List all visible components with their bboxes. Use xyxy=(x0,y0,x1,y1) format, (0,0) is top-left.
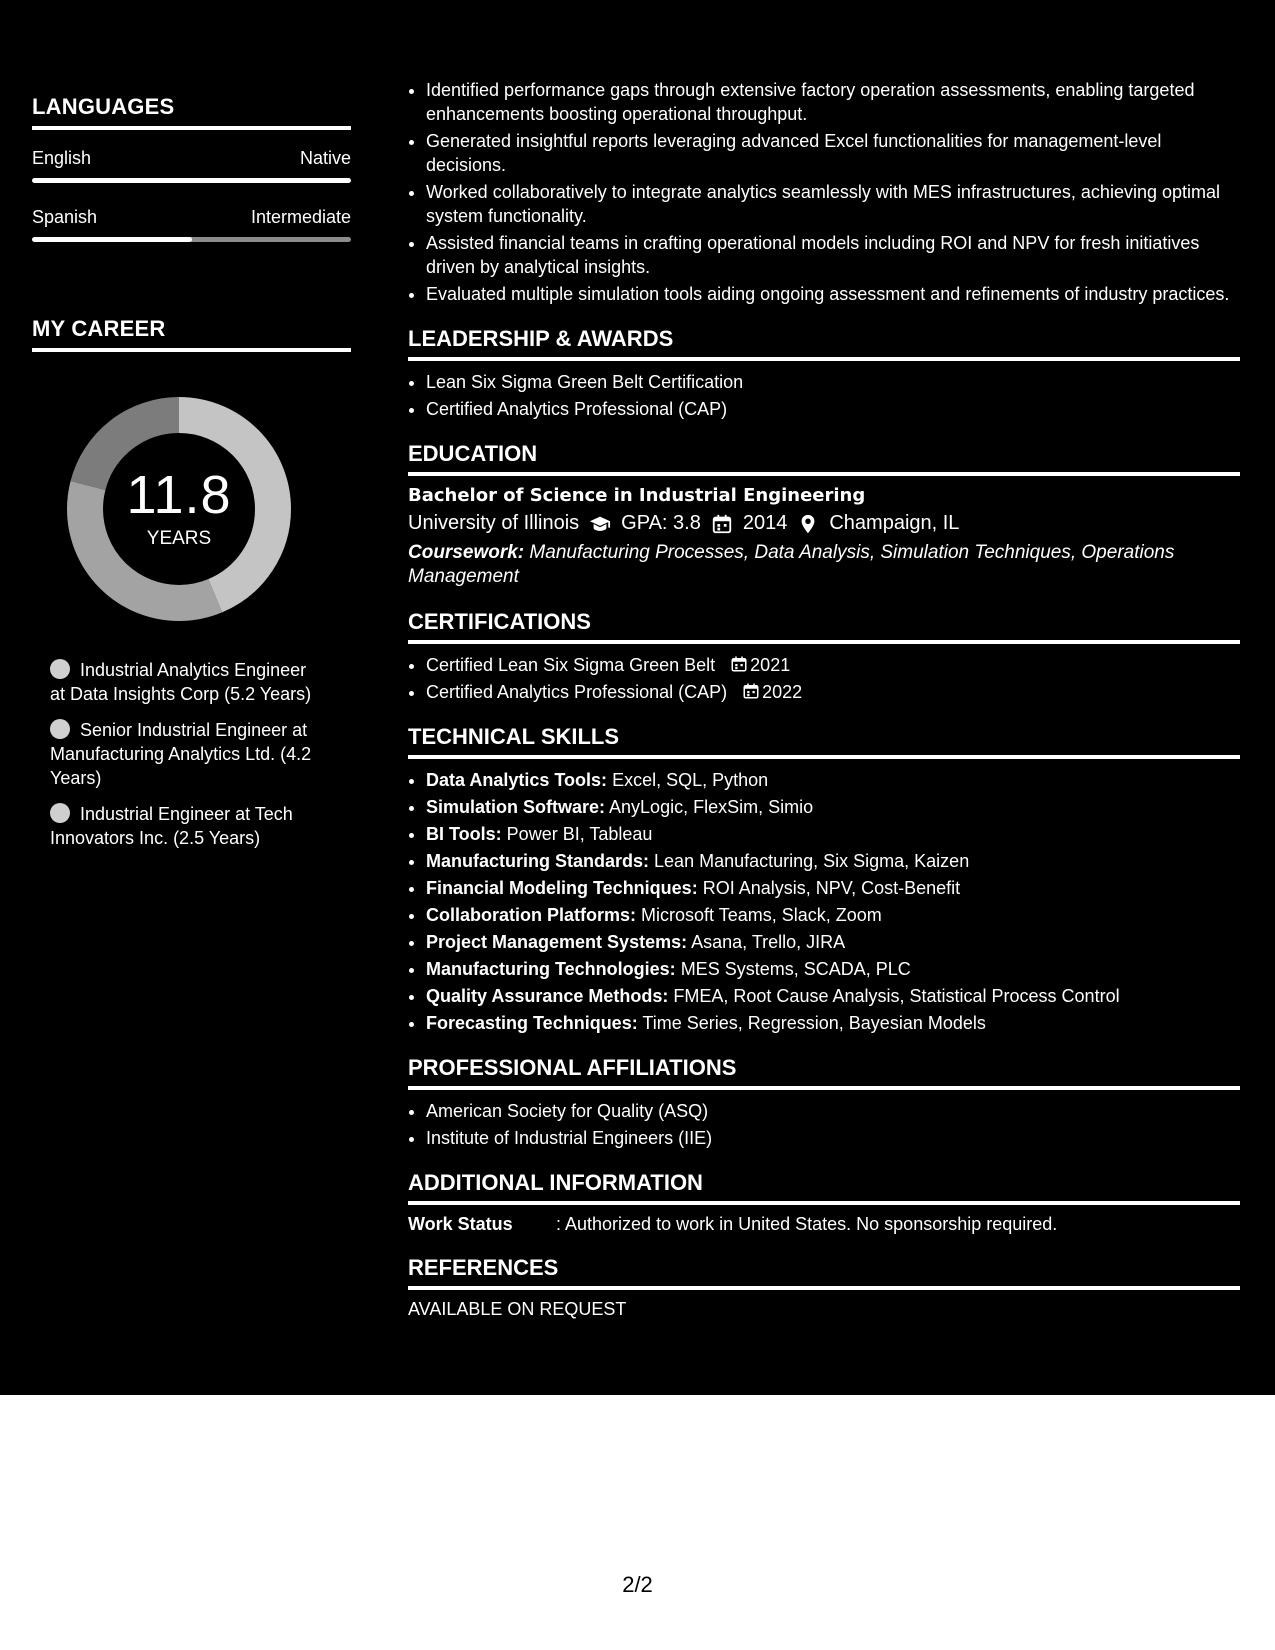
experience-bullet: • Generated insightful reports leveraging advanced Excel functionalities for management-level decisions. xyxy=(426,129,1240,177)
map-pin-icon xyxy=(797,513,819,535)
skill-item: • Simulation Software: AnyLogic, FlexSim, Simio xyxy=(426,795,1240,819)
education-school: University of Illinois xyxy=(408,512,580,534)
certifications-list xyxy=(408,653,1240,704)
language-level-bar xyxy=(32,237,351,242)
education-gpa: GPA: 3.8 xyxy=(621,512,701,534)
skill-item: • Financial Modeling Techniques: ROI Analysis, NPV, Cost-Benefit xyxy=(426,876,1240,900)
main-content xyxy=(408,78,1240,1320)
leadership-item: • Lean Six Sigma Green Belt Certification xyxy=(426,370,1240,394)
education-location: Champaign, IL xyxy=(829,512,960,534)
language-level-fill xyxy=(32,178,351,183)
certification-item: • Certified Lean Six Sigma Green Belt 2021 xyxy=(426,653,1240,677)
skill-item: • Forecasting Techniques: Time Series, Regression, Bayesian Models xyxy=(426,1011,1240,1035)
certification-item: • Certified Analytics Professional (CAP) 2022 xyxy=(426,680,1240,704)
affiliations-list xyxy=(408,1099,1240,1150)
language-item xyxy=(32,207,351,242)
skills-title: TECHNICAL SKILLS xyxy=(408,724,1240,759)
career-list xyxy=(50,658,320,850)
references-title: REFERENCES xyxy=(408,1255,1240,1290)
experience-bullet: • Identified performance gaps through extensive factory operation assessments, enabling targeted enhancements boosting operational throughput. xyxy=(426,78,1240,126)
certifications-title: CERTIFICATIONS xyxy=(408,609,1240,644)
coursework-label: Coursework: xyxy=(408,542,525,563)
additional-info-title: ADDITIONAL INFORMATION xyxy=(408,1170,1240,1205)
education-year: 2014 xyxy=(742,512,788,534)
skill-item: • BI Tools: Power BI, Tableau xyxy=(426,822,1240,846)
career-item: Senior Industrial Engineer at Manufacturing Analytics Ltd. (4.2 Years) xyxy=(50,720,312,788)
affiliation-item: • Institute of Industrial Engineers (IIE) xyxy=(426,1126,1240,1150)
affiliations-title: PROFESSIONAL AFFILIATIONS xyxy=(408,1055,1240,1090)
education-degree: Bachelor of Science in Industrial Engineering xyxy=(408,485,866,506)
work-status-key: Work Status xyxy=(408,1214,513,1234)
experience-bullet: • Assisted financial teams in crafting operational models including ROI and NPV for fresh initiatives driven by analytical insights. xyxy=(426,231,1240,279)
references-text: AVAILABLE ON REQUEST xyxy=(408,1299,627,1319)
education-meta xyxy=(408,512,1240,535)
skill-item: • Collaboration Platforms: Microsoft Teams, Slack, Zoom xyxy=(426,903,1240,927)
experience-bullet: • Evaluated multiple simulation tools aiding ongoing assessment and refinements of industry practices. xyxy=(426,282,1240,306)
education-coursework xyxy=(408,541,1240,589)
language-item xyxy=(32,148,351,183)
calendar-icon xyxy=(730,655,748,673)
bullet-dot-icon xyxy=(50,803,70,823)
skills-list xyxy=(408,768,1240,1035)
bullet-dot-icon xyxy=(50,659,70,679)
leadership-list xyxy=(408,370,1240,421)
coursework-list: Manufacturing Processes, Data Analysis, Simulation Techniques, Operations Management xyxy=(408,542,1175,587)
calendar-icon xyxy=(711,513,733,535)
career-item: Industrial Engineer at Tech Innovators Inc. (2.5 Years) xyxy=(50,804,293,848)
education-title: EDUCATION xyxy=(408,441,1240,476)
graduation-cap-icon xyxy=(589,513,611,535)
work-status-row xyxy=(408,1214,1240,1235)
experience-bullet: • Worked collaboratively to integrate analytics seamlessly with MES infrastructures, achieving optimal system functionality. xyxy=(426,180,1240,228)
career-years-unit: YEARS xyxy=(146,528,212,549)
language-name: Spanish xyxy=(32,207,98,227)
language-level-bar xyxy=(32,178,351,183)
skill-item: • Quality Assurance Methods: FMEA, Root Cause Analysis, Statistical Process Control xyxy=(426,984,1240,1008)
language-level: Native xyxy=(299,148,351,168)
leadership-title: LEADERSHIP & AWARDS xyxy=(408,326,1240,361)
experience-bullets xyxy=(408,78,1240,306)
language-level-fill xyxy=(32,237,192,242)
career-total-years: 11.8 xyxy=(126,465,232,525)
skill-item: • Manufacturing Technologies: MES Systems, SCADA, PLC xyxy=(426,957,1240,981)
calendar-icon xyxy=(742,682,760,700)
skill-item: • Manufacturing Standards: Lean Manufacturing, Six Sigma, Kaizen xyxy=(426,849,1240,873)
language-level: Intermediate xyxy=(250,207,351,227)
skill-item: • Project Management Systems: Asana, Trello, JIRA xyxy=(426,930,1240,954)
affiliation-item: • American Society for Quality (ASQ) xyxy=(426,1099,1240,1123)
career-item: Industrial Analytics Engineer at Data Insights Corp (5.2 Years) xyxy=(50,660,312,704)
bullet-dot-icon xyxy=(50,719,70,739)
language-name: English xyxy=(32,148,92,168)
languages-title: LANGUAGES xyxy=(32,94,351,130)
leadership-item: • Certified Analytics Professional (CAP) xyxy=(426,397,1240,421)
career-donut-chart xyxy=(66,396,292,622)
page-number: 2/2 xyxy=(622,1572,653,1597)
work-status-value: : Authorized to work in United States. No sponsorship required. xyxy=(556,1214,1058,1234)
sidebar xyxy=(32,94,351,862)
career-title: MY CAREER xyxy=(32,316,351,352)
skill-item: • Data Analytics Tools: Excel, SQL, Python xyxy=(426,768,1240,792)
